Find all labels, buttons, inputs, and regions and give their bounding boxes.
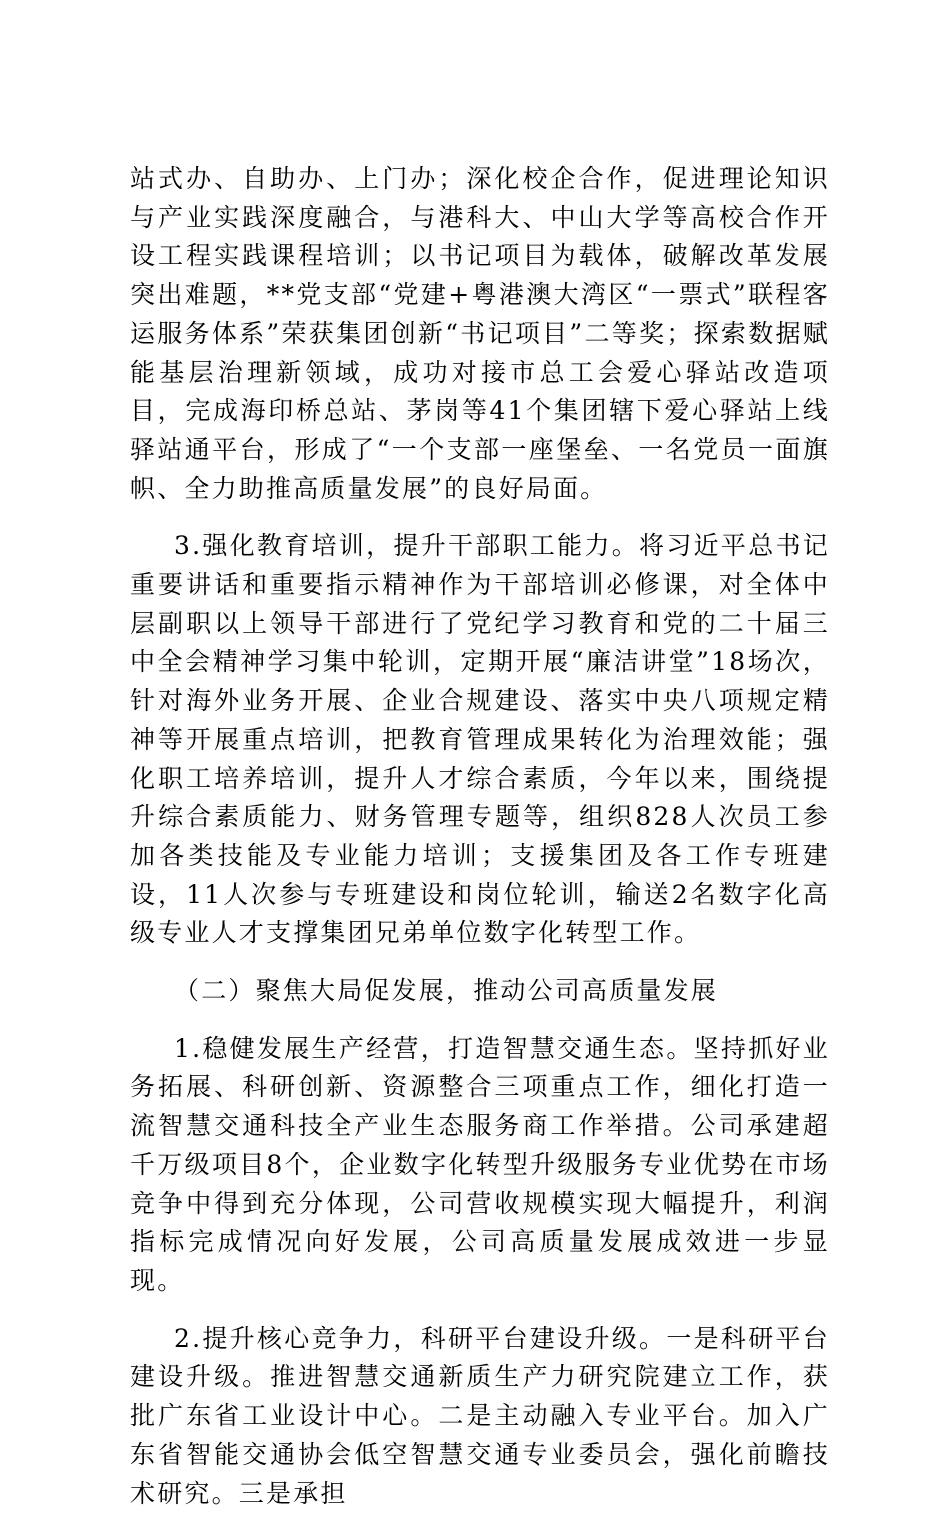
paragraph-business-operations: 1.稳健发展生产经营，打造智慧交通生态。坚持抓好业务拓展、科研创新、资源整合三项重点工作，细化打造一流智慧交通科技全产业生态服务商工作举措。公司承建超千万级项目8个，企业数字化转型升级服务专业优势在市场竞争中得到充分体现，公司营收规模实现大幅提升，利润指标完成情况向好发展，公司高质量发展成效进一步显现。 bbox=[130, 1033, 830, 1295]
paragraph-core-competitiveness: 2.提升核心竞争力，科研平台建设升级。一是科研平台建设升级。推进智慧交通新质生产力研究院建立工作，获批广东省工业设计中心。二是主动融入专业平台。加入广东省智能交通协会低空智慧交通专业委员会，强化前瞻技术研究。三是承担 bbox=[130, 1323, 830, 1508]
paragraph-education-training: 3.强化教育培训，提升干部职工能力。将习近平总书记重要讲话和重要指示精神作为干部培训必修课，对全体中层副职以上领导干部进行了党纪学习教育和党的二十届三中全会精神学习集中轮训，定期开展“廉洁讲堂”18场次，针对海外业务开展、企业合规建设、落实中央八项规定精神等开展重点培训，把教育管理成果转化为治理效能；强化职工培养培训，提升人才综合素质，今年以来，围绕提升综合素质能力、财务管理专题等，组织828人次员工参加各类技能及专业能力培训；支援集团及各工作专班建设，11人次参与专班建设和岗位轮训，输送2名数字化高级专业人才支撑集团兄弟单位数字化转型工作。 bbox=[130, 531, 830, 948]
document-body bbox=[130, 160, 830, 1532]
section-heading: （二）聚焦大局促发展，推动公司高质量发展 bbox=[174, 976, 719, 1006]
paragraph-continuation: 站式办、自助办、上门办；深化校企合作，促进理论知识与产业实践深度融合，与港科大、中山大学等高校合作开设工程实践课程培训；以书记项目为载体，破解改革发展突出难题，**党支部“党建+粤港澳大湾区“一票式”联程客运服务体系”荣获集团创新“书记项目”二等奖；探索数据赋能基层治理新领域，成功对接市总工会爱心驿站改造项目，完成海印桥总站、茅岗等41个集团辖下爱心驿站上线驿站通平台，形成了“一个支部一座堡垒、一名党员一面旗帜、全力助推高质量发展”的良好局面。 bbox=[130, 164, 830, 503]
